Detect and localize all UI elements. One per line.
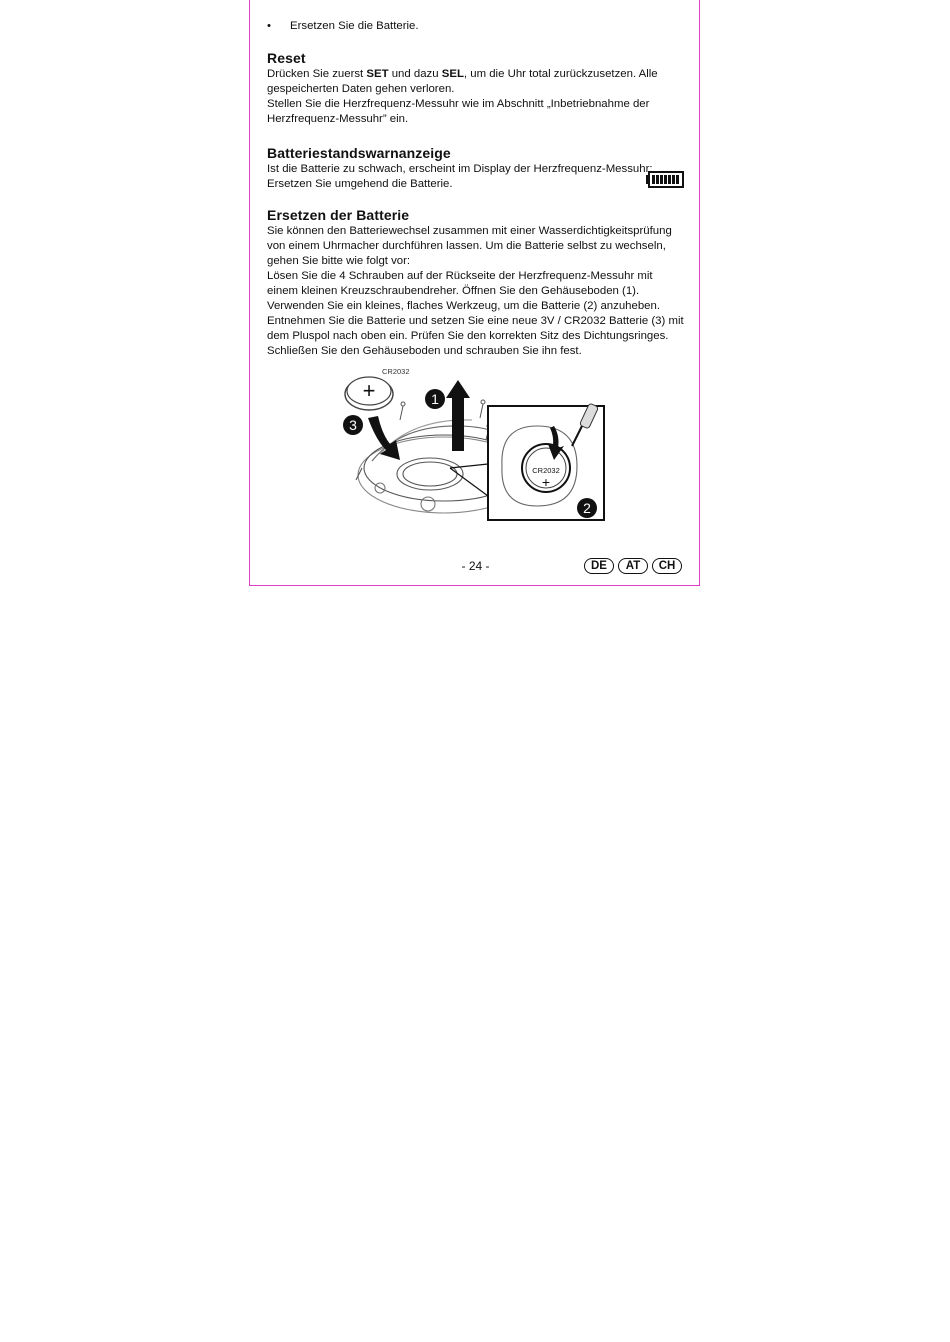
sel-key-label: SEL [441,68,464,80]
replace-battery-paragraph-1: Sie können den Batteriewechsel zusammen mit einer Wasserdichtigkeitsprüfung von einem Uhrmacher durchführen lassen. Um die Batterie selbst zu wechseln, gehen Sie bitte wie folgt vor: [267,225,672,267]
reset-heading: Reset [267,50,306,66]
country-badge-de: DE [584,558,614,574]
set-key-label: SET [366,68,389,80]
detail-inset [488,403,604,520]
page-content [267,14,685,359]
replace-battery-heading: Ersetzen der Batterie [267,207,410,223]
step-2-label: 2 [583,500,591,516]
step-3-badge [343,415,363,435]
reset-text-c: , um die Uhr total zurückzusetzen. Alle gespeicherten Daten gehen verloren. [267,68,658,95]
page-number: - 24 - [461,559,490,573]
low-battery-icon [646,171,684,188]
replace-battery-section [267,206,685,359]
battery-replacement-illustration [332,356,607,524]
detail-plus-sign: + [541,474,551,490]
reset-paragraph-1 [267,67,685,97]
reset-paragraph-2: Stellen Sie die Herzfrequenz-Messuhr wie im Abschnitt „Inbetriebnahme der Herzfrequenz-Messuhr” ein. [267,98,650,125]
step-1-badge [425,389,445,409]
reset-section [267,49,685,127]
battery-warning-heading: Batteriestandswarnanzeige [267,145,451,161]
detail-connector-bottom [450,468,488,496]
battery-warning-section [267,144,685,192]
reset-text-b: und dazu [388,68,442,80]
country-badge-at: AT [618,558,648,574]
bullet-item [267,19,685,34]
bullet-symbol: • [267,20,271,32]
replace-battery-paragraph-2: Lösen Sie die 4 Schrauben auf der Rückseite der Herzfrequenz-Messuhr mit einem kleinen Kreuzschraubendreher. Öffnen Sie den Gehäuseboden (1). Verwenden Sie ein kleines, flaches Werkzeug, um die Batterie (2) anzuheben. Entnehmen Sie die Batterie und setzen Sie eine neue 3V / CR2032 Batterie (3) mit dem Pluspol nach oben ein. Prüfen Sie den korrekten Sitz des Dichtungsringes. Schließen Sie den Gehäuseboden und schrauben Sie ihn fest. [267,270,684,357]
step-3-label: 3 [349,417,357,433]
detail-coin-label: CR2032 [532,466,560,475]
coin-label: CR2032 [382,367,410,376]
country-badge-ch: CH [652,558,682,574]
battery-warning-line-1: Ist die Batterie zu schwach, erscheint im Display der Herzfrequenz-Messuhr: [267,163,653,175]
bullet-text: Ersetzen Sie die Batterie. [290,20,419,32]
manual-page [249,0,700,586]
battery-warning-line-2: Ersetzen Sie umgehend die Batterie. [267,178,453,190]
country-badges [584,558,682,574]
reset-text-a: Drücken Sie zuerst [267,68,367,80]
detail-connector-top [450,464,488,468]
coin-battery-drawing [345,377,393,410]
step-1-label: 1 [431,391,439,407]
arrow-up-icon [446,380,470,451]
coin-plus-sign: + [362,378,376,403]
screws-drawing [400,400,491,440]
